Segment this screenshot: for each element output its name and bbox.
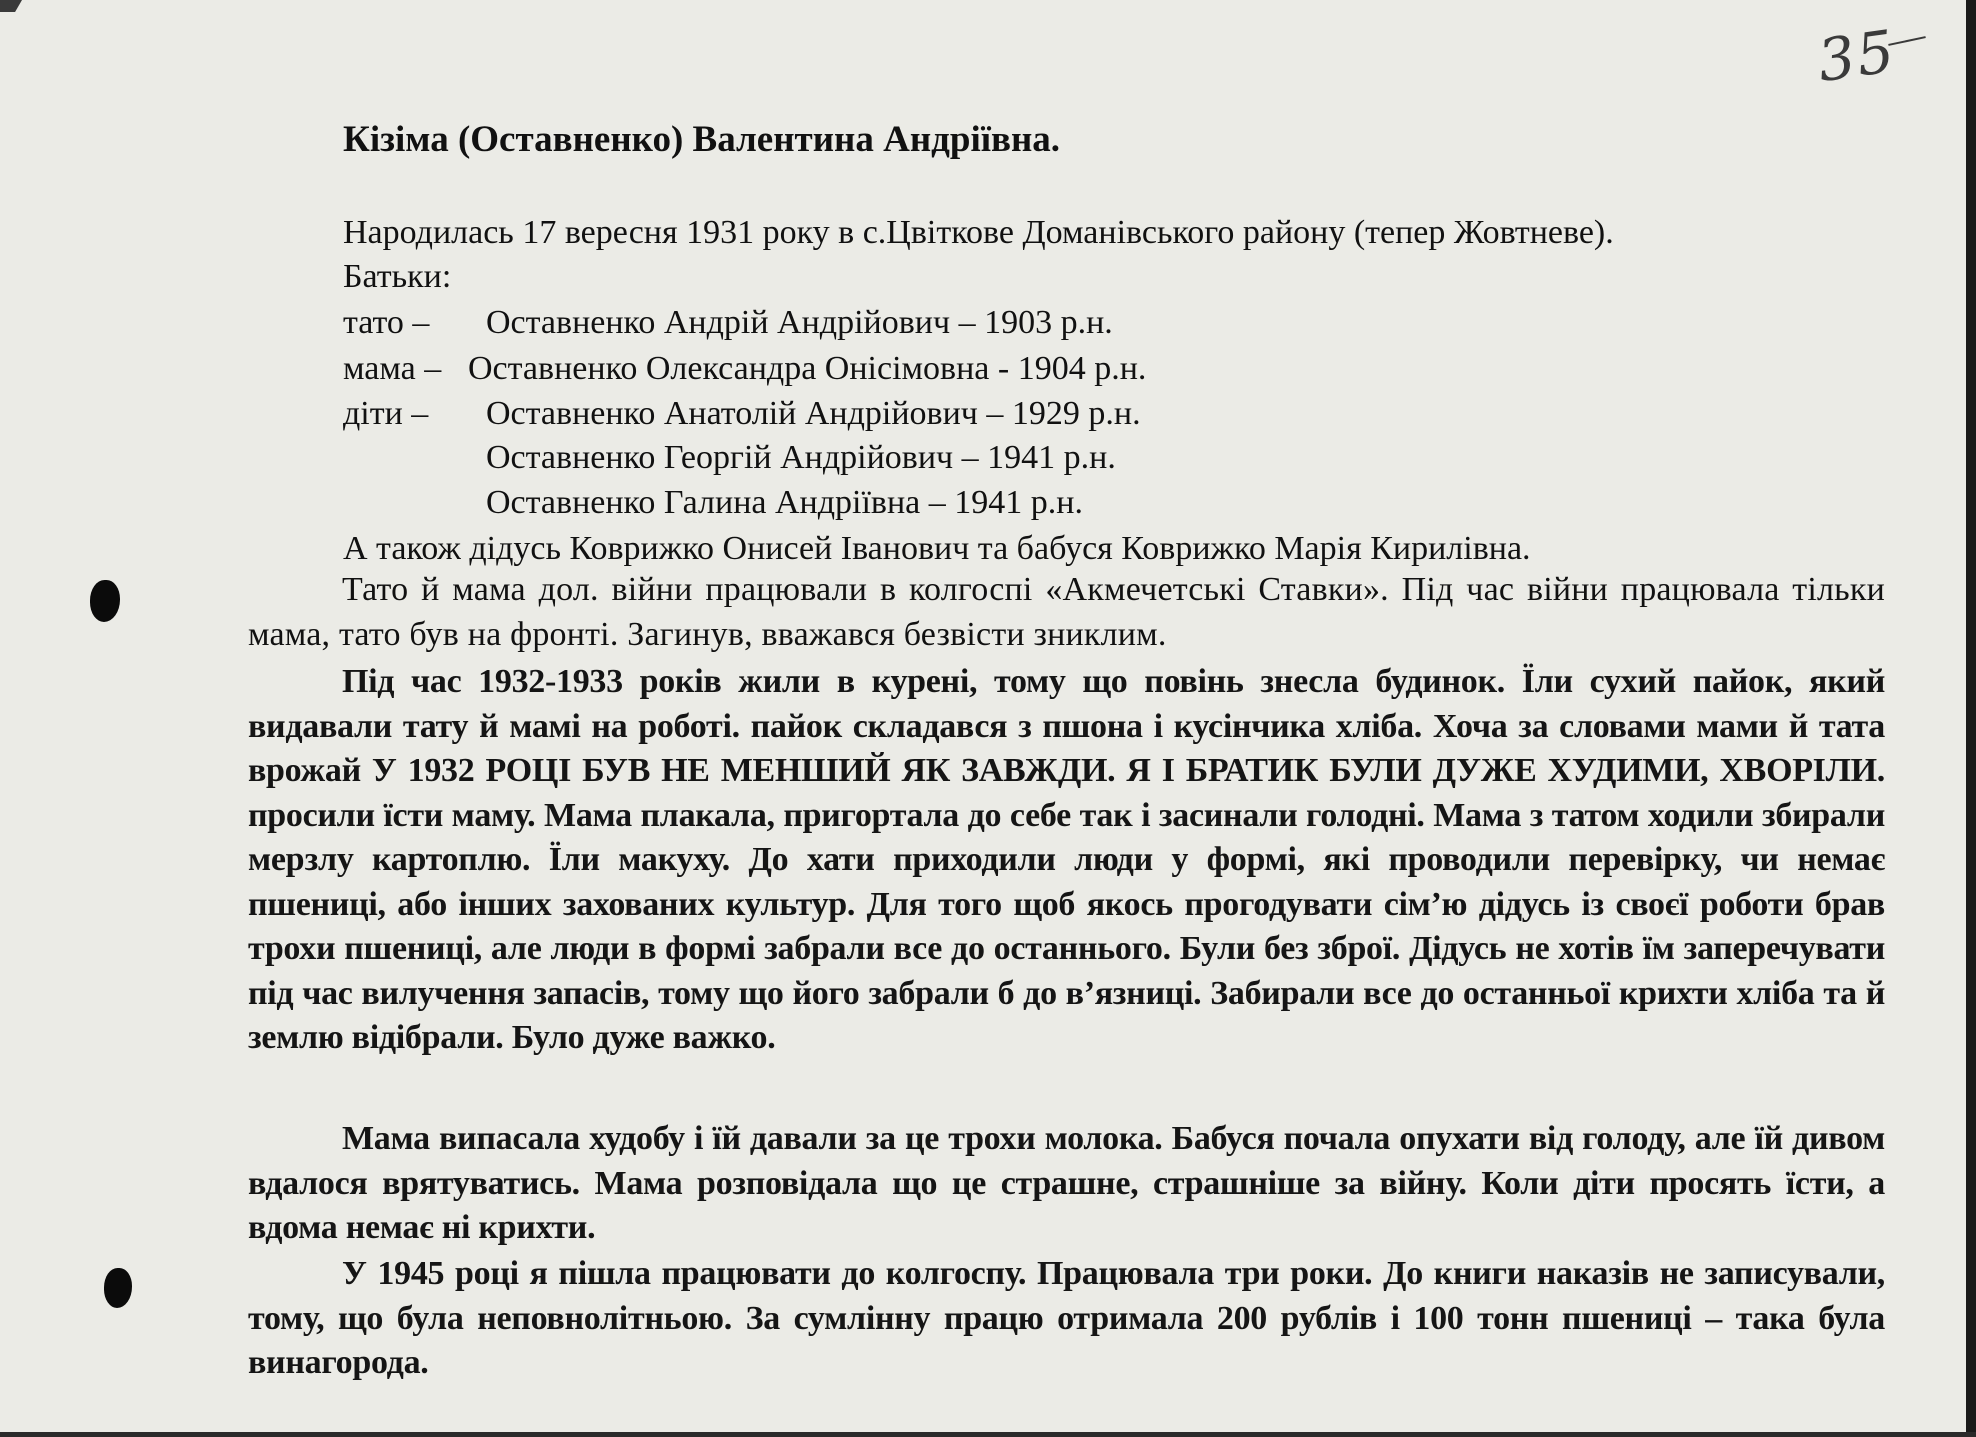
father-label: тато – [343,304,430,341]
scan-edge-right [1966,0,1976,1437]
children-label: діти – [343,395,429,432]
grandparents-line: А також дідусь Коврижко Онисей Іванович та бабуся Коврижко Марія Кирилівна. [343,530,1531,567]
child-entry: Оставненко Анатолій Андрійович – 1929 р.н. [486,395,1141,432]
child-entry: Оставненко Галина Андріївна – 1941 р.н. [486,484,1083,521]
document-title: Кізіма (Оставненко) Валентина Андріївна. [343,119,1061,160]
handwritten-page-number: 35 [1813,16,1901,96]
paragraph-famine: Під час 1932-1933 років жили в курені, тому що повінь знесла будинок. Їли сухий пайок, який видавали тату й мамі на роботі. пайок складався з пшона і кусінчика хліба. Хоча за словами мами й тата врожай У 1932 РОЦІ БУВ НЕ МЕНШИЙ ЯК ЗАВЖДИ. Я І БРАТИК БУЛИ ДУЖЕ ХУДИМИ, ХВОРІЛИ. просили їсти маму. Мама плакала, пригортала до себе так і засинали голодні. Мама з татом ходили збирали мерзлу картоплю. Їли макуху. До хати приходили люди у формі, які проводили перевірку, чи немає пшениці, або інших захованих культур. Для того щоб якось прогодувати сім’ю дідусь із своєї роботи брав трохи пшениці, але люди в формі забрали все до останнього. Були без зброї. Дідусь не хотів їм заперечувати під час вилучення запасів, тому що його забрали б до в’язниці. Забирали все до останньої крихти хліба та й землю відібрали. Було дуже важко. [248,663,1885,1056]
child-entry: Оставненко Георгій Андрійович – 1941 р.н. [486,439,1116,476]
paragraph-war: Тато й мама дол. війни працювали в колгоспі «Акмечетські Ставки». Під час війни працювала тільки мама, тато був на фронті. Загинув, вважався безвісти зниклим. [248,571,1885,653]
father-entry: Оставненко Андрій Андрійович – 1903 р.н. [486,304,1113,341]
scan-edge-bottom [0,1432,1976,1437]
punch-hole-icon [104,1268,132,1308]
birth-line: Народилась 17 вересня 1931 року в с.Цвіткове Доманівського району (тепер Жовтневе). [343,214,1614,251]
punch-hole-icon [90,580,120,622]
mother-label: мама – [343,350,442,387]
scan-corner-shadow [0,0,22,12]
paragraph-mother: Мама випасала худобу і їй давали за це трохи молока. Бабуся почала опухати від голоду, але їй дивом вдалося врятуватись. Мама розповідала що це страшне, страшніше за війну. Коли діти просять їсти, а вдома немає ні крихти. [248,1120,1885,1246]
parents-heading: Батьки: [343,258,452,295]
paragraph-work: У 1945 році я пішла працювати до колгоспу. Працювала три роки. До книги наказів не записували, тому, що була неповнолітньою. За сумлінну працю отримала 200 рублів і 100 тонн пшениці – така була винагорода. [248,1255,1885,1381]
mother-entry: Оставненко Олександра Онісімовна - 1904 р.н. [468,350,1147,387]
